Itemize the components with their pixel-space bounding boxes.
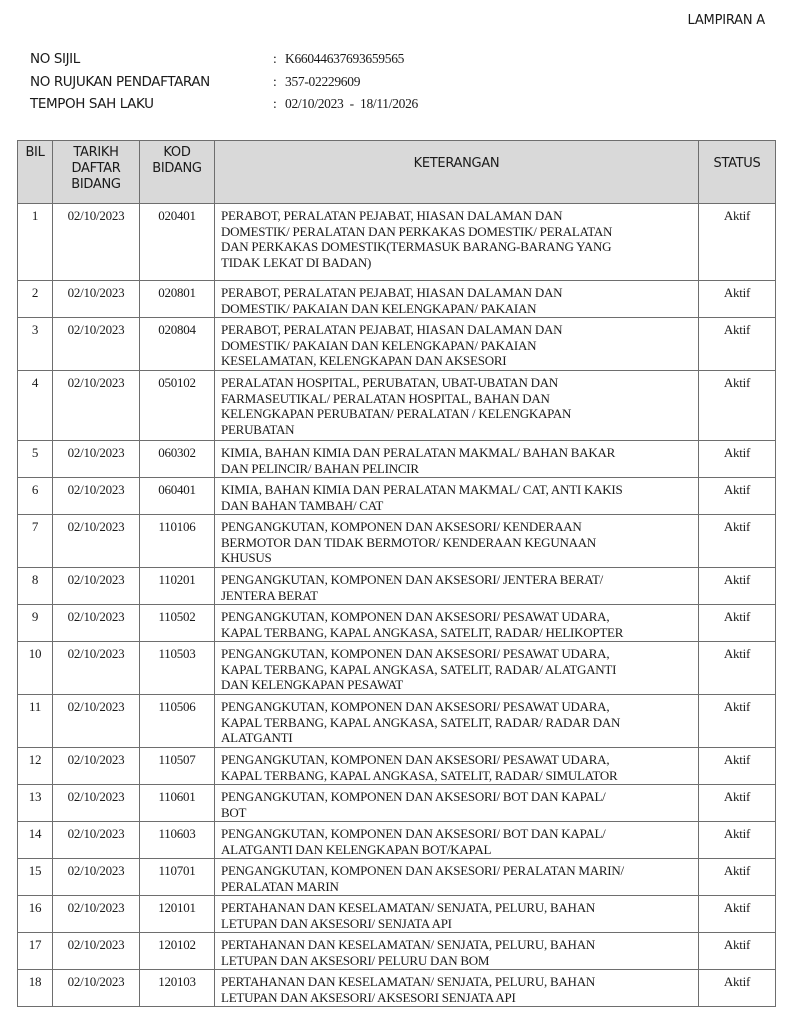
keterangan-line: KAPAL TERBANG, KAPAL ANGKASA, SATELIT, RADAR/ ALATGANTI [221, 661, 617, 677]
cell-status: Aktif [699, 748, 776, 785]
header-kod-bidang [140, 141, 215, 204]
cell-tarikh: 02/10/2023 [53, 478, 140, 515]
table-row [18, 822, 776, 859]
table-row [18, 970, 776, 1007]
cell-tarikh: 02/10/2023 [53, 933, 140, 970]
keterangan-line: PERABOT, PERALATAN PEJABAT, HIASAN DALAMAN DAN [221, 285, 563, 300]
header-line: BIDANG [71, 177, 121, 192]
keterangan-line: PENGANGKUTAN, KOMPONEN DAN AKSESORI/ BOT DAN KAPAL/ [221, 789, 606, 804]
table-row [18, 478, 776, 515]
cell-kod-bidang: 020401 [140, 204, 215, 281]
cell-keterangan [215, 605, 699, 642]
cell-status: Aktif [699, 859, 776, 896]
cell-tarikh: 02/10/2023 [53, 515, 140, 568]
cell-kod-bidang: 110507 [140, 748, 215, 785]
validity-period-row [30, 93, 418, 116]
keterangan-line: ALATGANTI DAN KELENGKAPAN BOT/KAPAL [221, 841, 492, 857]
table-row [18, 859, 776, 896]
cell-keterangan [215, 318, 699, 371]
cell-kod-bidang: 020804 [140, 318, 215, 371]
cell-bil: 1 [18, 204, 53, 281]
cell-bil: 7 [18, 515, 53, 568]
keterangan-line: DOMESTIK/ PAKAIAN DAN KELENGKAPAN/ PAKAIAN [221, 300, 537, 316]
cell-kod-bidang: 110502 [140, 605, 215, 642]
cell-tarikh: 02/10/2023 [53, 605, 140, 642]
cell-status: Aktif [699, 515, 776, 568]
keterangan-line: PERABOT, PERALATAN PEJABAT, HIASAN DALAMAN DAN [221, 208, 563, 223]
keterangan-line: PERUBATAN [221, 421, 295, 437]
cell-status: Aktif [699, 371, 776, 441]
cell-bil: 8 [18, 568, 53, 605]
cell-keterangan [215, 859, 699, 896]
table-row [18, 204, 776, 281]
header-line: DAFTAR [71, 161, 121, 176]
keterangan-line: PERALATAN MARIN [221, 878, 339, 894]
table-row [18, 318, 776, 371]
cell-status: Aktif [699, 204, 776, 281]
keterangan-line: PERALATAN HOSPITAL, PERUBATAN, UBAT-UBATAN DAN [221, 375, 559, 390]
keterangan-line: TIDAK LEKAT DI BADAN) [221, 254, 372, 270]
cell-kod-bidang: 110506 [140, 695, 215, 748]
keterangan-line: KESELAMATAN, KELENGKAPAN DAN AKSESORI [221, 353, 507, 368]
separator-colon: : [273, 73, 277, 89]
cell-bil: 16 [18, 896, 53, 933]
cell-kod-bidang: 110503 [140, 642, 215, 695]
header-tarikh-daftar-bidang [53, 141, 140, 204]
header-line: BIDANG [152, 161, 202, 176]
cell-keterangan [215, 441, 699, 478]
cell-bil: 18 [18, 970, 53, 1007]
table-row [18, 785, 776, 822]
keterangan-line: PERTAHANAN DAN KESELAMATAN/ SENJATA, PELURU, BAHAN [221, 974, 595, 989]
cell-tarikh: 02/10/2023 [53, 695, 140, 748]
cell-tarikh: 02/10/2023 [53, 204, 140, 281]
keterangan-line: PENGANGKUTAN, KOMPONEN DAN AKSESORI/ JENTERA BERAT/ [221, 572, 604, 587]
keterangan-line: PERTAHANAN DAN KESELAMATAN/ SENJATA, PELURU, BAHAN [221, 937, 595, 952]
registration-reference-value: 357-02229609 [285, 73, 361, 89]
cell-kod-bidang: 120103 [140, 970, 215, 1007]
table-row [18, 695, 776, 748]
cell-tarikh: 02/10/2023 [53, 642, 140, 695]
cell-tarikh: 02/10/2023 [53, 896, 140, 933]
cell-kod-bidang: 110603 [140, 822, 215, 859]
header-status [699, 141, 776, 204]
cell-tarikh: 02/10/2023 [53, 822, 140, 859]
cell-tarikh: 02/10/2023 [53, 970, 140, 1007]
keterangan-line: PENGANGKUTAN, KOMPONEN DAN AKSESORI/ PERALATAN MARIN/ [221, 863, 624, 878]
cell-bil: 15 [18, 859, 53, 896]
cell-kod-bidang: 060302 [140, 441, 215, 478]
cell-kod-bidang: 120102 [140, 933, 215, 970]
keterangan-line: DOMESTIK/ PAKAIAN DAN KELENGKAPAN/ PAKAIAN [221, 337, 537, 353]
cell-keterangan [215, 204, 699, 281]
keterangan-line: LETUPAN DAN AKSESORI/ PELURU DAN BOM [221, 952, 490, 968]
cell-keterangan [215, 642, 699, 695]
cell-status: Aktif [699, 822, 776, 859]
registration-reference-label: NO RUJUKAN PENDAFTARAN [30, 73, 210, 90]
cell-kod-bidang: 110201 [140, 568, 215, 605]
cell-tarikh: 02/10/2023 [53, 318, 140, 371]
registration-reference-row [30, 71, 418, 94]
keterangan-line: KAPAL TERBANG, KAPAL ANGKASA, SATELIT, RADAR/ HELIKOPTER [221, 624, 624, 640]
cell-status: Aktif [699, 933, 776, 970]
table-row [18, 933, 776, 970]
table-row [18, 568, 776, 605]
cell-keterangan [215, 568, 699, 605]
certificate-number-value: K66044637693659565 [285, 51, 405, 67]
table-row [18, 281, 776, 318]
cell-kod-bidang: 050102 [140, 371, 215, 441]
header-bil [18, 141, 53, 204]
cell-keterangan [215, 785, 699, 822]
cell-status: Aktif [699, 970, 776, 1007]
cell-keterangan [215, 970, 699, 1007]
header-keterangan-text: KETERANGAN [413, 156, 500, 171]
validity-period-label: TEMPOH SAH LAKU [30, 96, 154, 113]
keterangan-line: PENGANGKUTAN, KOMPONEN DAN AKSESORI/ PESAWAT UDARA, [221, 646, 610, 661]
keterangan-line: PENGANGKUTAN, KOMPONEN DAN AKSESORI/ PESAWAT UDARA, [221, 699, 610, 714]
cell-bil: 12 [18, 748, 53, 785]
cell-status: Aktif [699, 281, 776, 318]
keterangan-line: PERABOT, PERALATAN PEJABAT, HIASAN DALAMAN DAN [221, 322, 563, 337]
keterangan-line: PERTAHANAN DAN KESELAMATAN/ SENJATA, PELURU, BAHAN [221, 900, 595, 915]
keterangan-line: PENGANGKUTAN, KOMPONEN DAN AKSESORI/ KENDERAAN [221, 519, 582, 534]
cell-bil: 14 [18, 822, 53, 859]
header-line: KOD [163, 145, 191, 160]
header-status-text: STATUS [713, 156, 761, 171]
keterangan-line: FARMASEUTIKAL/ PERALATAN HOSPITAL, BAHAN DAN [221, 390, 550, 406]
cell-keterangan [215, 371, 699, 441]
cell-kod-bidang: 020801 [140, 281, 215, 318]
keterangan-line: DAN PERKAKAS DOMESTIK(TERMASUK BARANG-BARANG YANG [221, 239, 612, 254]
cell-bil: 3 [18, 318, 53, 371]
keterangan-line: KIMIA, BAHAN KIMIA DAN PERALATAN MAKMAL/ BAHAN BAKAR [221, 445, 616, 460]
cell-kod-bidang: 110701 [140, 859, 215, 896]
keterangan-line: PENGANGKUTAN, KOMPONEN DAN AKSESORI/ BOT DAN KAPAL/ [221, 826, 606, 841]
cell-tarikh: 02/10/2023 [53, 441, 140, 478]
certificate-number-label: NO SIJIL [30, 51, 80, 68]
cell-bil: 17 [18, 933, 53, 970]
cell-keterangan [215, 515, 699, 568]
cell-status: Aktif [699, 568, 776, 605]
keterangan-line: KHUSUS [221, 550, 272, 565]
keterangan-line: DOMESTIK/ PERALATAN DAN PERKAKAS DOMESTIK/ PERALATAN [221, 223, 613, 239]
cell-tarikh: 02/10/2023 [53, 371, 140, 441]
cell-status: Aktif [699, 642, 776, 695]
cell-kod-bidang: 110601 [140, 785, 215, 822]
certificate-number-row [30, 48, 418, 71]
cell-bil: 6 [18, 478, 53, 515]
cell-kod-bidang: 110106 [140, 515, 215, 568]
table-row [18, 371, 776, 441]
cell-kod-bidang: 120101 [140, 896, 215, 933]
field-registration-table [17, 140, 776, 1007]
cell-keterangan [215, 822, 699, 859]
keterangan-line: JENTERA BERAT [221, 587, 318, 603]
cell-bil: 10 [18, 642, 53, 695]
appendix-label: LAMPIRAN A [687, 13, 765, 28]
cell-bil: 4 [18, 371, 53, 441]
keterangan-line: DAN BAHAN TAMBAH/ CAT [221, 497, 384, 513]
cell-bil: 9 [18, 605, 53, 642]
cell-keterangan [215, 281, 699, 318]
cell-tarikh: 02/10/2023 [53, 785, 140, 822]
cell-tarikh: 02/10/2023 [53, 281, 140, 318]
cell-bil: 11 [18, 695, 53, 748]
cell-status: Aktif [699, 785, 776, 822]
cell-keterangan [215, 478, 699, 515]
cell-status: Aktif [699, 318, 776, 371]
cell-status: Aktif [699, 695, 776, 748]
table-row [18, 748, 776, 785]
keterangan-line: LETUPAN DAN AKSESORI/ AKSESORI SENJATA API [221, 989, 516, 1005]
keterangan-line: DAN KELENGKAPAN PESAWAT [221, 677, 403, 692]
keterangan-line: KELENGKAPAN PERUBATAN/ PERALATAN / KELENGKAPAN [221, 406, 572, 421]
keterangan-line: PENGANGKUTAN, KOMPONEN DAN AKSESORI/ PESAWAT UDARA, [221, 752, 610, 767]
cell-bil: 5 [18, 441, 53, 478]
keterangan-line: PENGANGKUTAN, KOMPONEN DAN AKSESORI/ PESAWAT UDARA, [221, 609, 610, 624]
table-header-row [18, 141, 776, 204]
certificate-info [30, 48, 418, 116]
cell-keterangan [215, 748, 699, 785]
separator-colon: : [273, 51, 277, 67]
table-row [18, 896, 776, 933]
table-body [18, 204, 776, 1007]
cell-status: Aktif [699, 896, 776, 933]
cell-keterangan [215, 896, 699, 933]
keterangan-line: LETUPAN DAN AKSESORI/ SENJATA API [221, 915, 452, 931]
cell-status: Aktif [699, 478, 776, 515]
keterangan-line: BERMOTOR DAN TIDAK BERMOTOR/ KENDERAAN KEGUNAAN [221, 534, 597, 550]
cell-tarikh: 02/10/2023 [53, 568, 140, 605]
header-bil-text: BIL [25, 145, 45, 160]
keterangan-line: DAN PELINCIR/ BAHAN PELINCIR [221, 460, 419, 476]
table-row [18, 515, 776, 568]
header-line: TARIKH [73, 145, 119, 160]
table-row [18, 441, 776, 478]
validity-period-value: 02/10/2023 - 18/11/2026 [285, 96, 418, 112]
keterangan-line: KAPAL TERBANG, KAPAL ANGKASA, SATELIT, RADAR/ SIMULATOR [221, 767, 618, 783]
cell-status: Aktif [699, 441, 776, 478]
header-keterangan [215, 141, 699, 204]
keterangan-line: KAPAL TERBANG, KAPAL ANGKASA, SATELIT, RADAR/ RADAR DAN [221, 714, 621, 730]
keterangan-line: BOT [221, 804, 247, 820]
cell-status: Aktif [699, 605, 776, 642]
cell-keterangan [215, 933, 699, 970]
separator-colon: : [273, 96, 277, 112]
table-row [18, 605, 776, 642]
cell-kod-bidang: 060401 [140, 478, 215, 515]
table-row [18, 642, 776, 695]
keterangan-line: ALATGANTI [221, 730, 293, 745]
cell-bil: 2 [18, 281, 53, 318]
cell-keterangan [215, 695, 699, 748]
cell-tarikh: 02/10/2023 [53, 748, 140, 785]
cell-bil: 13 [18, 785, 53, 822]
cell-tarikh: 02/10/2023 [53, 859, 140, 896]
keterangan-line: KIMIA, BAHAN KIMIA DAN PERALATAN MAKMAL/ CAT, ANTI KAKIS [221, 482, 623, 497]
